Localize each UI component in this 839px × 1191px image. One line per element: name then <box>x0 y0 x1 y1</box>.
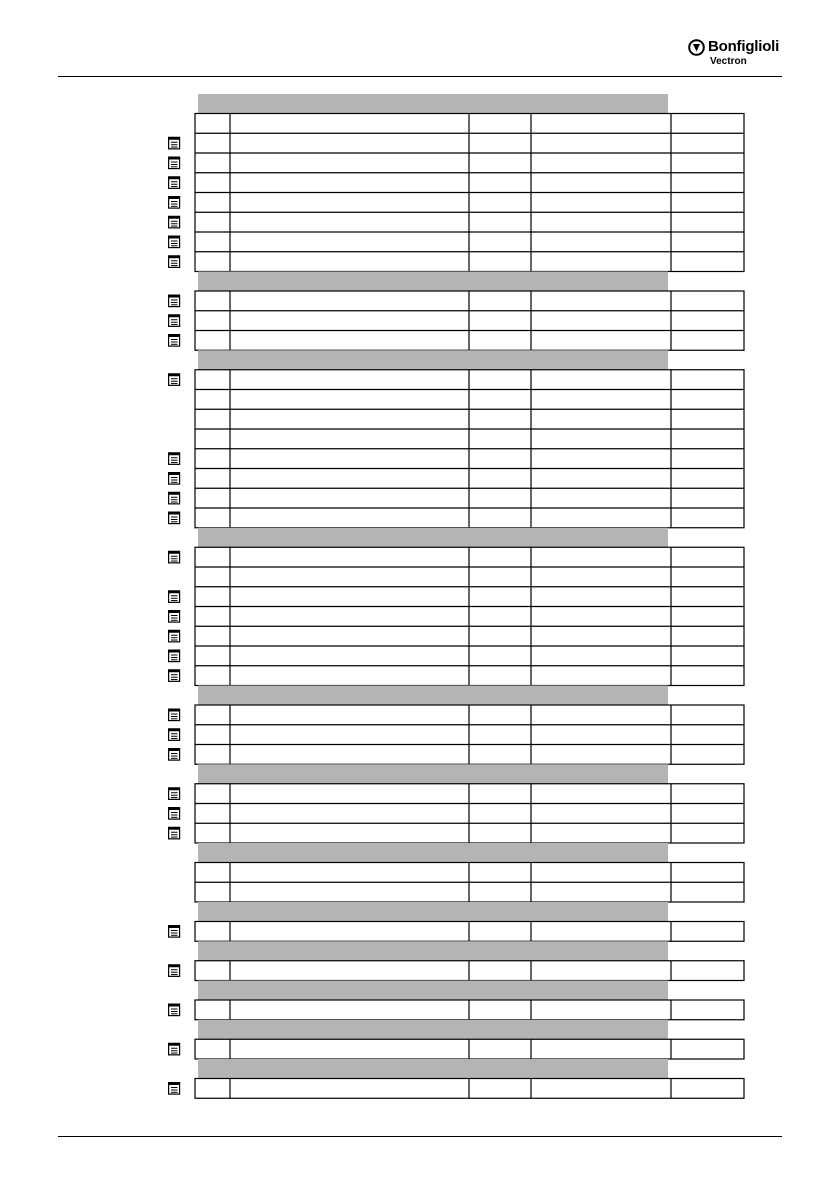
section-header-band <box>198 843 668 863</box>
parameter-table-section <box>195 863 744 903</box>
parameter-table-section <box>195 291 744 350</box>
parameter-card-icon <box>169 965 180 977</box>
parameter-card-icon <box>169 551 180 563</box>
parameter-card-icon <box>169 157 180 169</box>
parameter-card-icon <box>169 827 180 839</box>
parameter-table-section <box>195 784 744 843</box>
parameter-table-section <box>195 547 744 685</box>
parameter-card-icon <box>169 611 180 623</box>
parameter-card-icon <box>169 1043 180 1055</box>
parameter-card-icon <box>169 650 180 662</box>
parameter-card-icon <box>169 1004 180 1016</box>
section-header-band <box>198 686 668 706</box>
parameter-table-section <box>195 114 744 272</box>
footer-rule <box>58 1136 782 1137</box>
parameter-card-icon <box>169 926 180 938</box>
parameter-card-icon <box>169 808 180 820</box>
parameter-card-icon <box>169 256 180 268</box>
parameter-card-icon <box>169 709 180 721</box>
parameter-card-icon <box>169 137 180 149</box>
parameter-table-section <box>195 1039 744 1059</box>
parameter-card-icon <box>169 788 180 800</box>
section-header-band <box>198 1020 668 1040</box>
parameter-card-icon <box>169 591 180 603</box>
parameter-card-icon <box>169 473 180 485</box>
parameter-card-icon <box>169 630 180 642</box>
parameter-card-icon <box>169 512 180 524</box>
brand-name: Bonfiglioli <box>708 38 780 55</box>
parameter-card-icon <box>169 236 180 248</box>
parameter-table-section <box>195 1079 744 1099</box>
parameter-card-icon <box>169 729 180 741</box>
section-header-band <box>198 528 668 548</box>
section-header-band <box>198 941 668 961</box>
section-header-band <box>198 764 668 784</box>
parameter-card-icon <box>169 295 180 307</box>
section-header-band <box>198 1059 668 1079</box>
section-header-band <box>198 902 668 922</box>
parameter-table-section <box>195 370 744 528</box>
section-header-band <box>198 981 668 1001</box>
section-header-band <box>198 94 668 114</box>
parameter-card-icon <box>169 670 180 682</box>
section-header-band <box>198 350 668 370</box>
parameter-card-icon <box>169 453 180 465</box>
parameter-card-icon <box>169 374 180 386</box>
parameter-table-section <box>195 961 744 981</box>
parameter-card-icon <box>169 216 180 228</box>
parameter-card-icon <box>169 492 180 504</box>
parameter-table-section <box>195 705 744 764</box>
brand-subname: Vectron <box>710 56 747 67</box>
parameter-table-section <box>195 1000 744 1020</box>
section-header-band <box>198 272 668 292</box>
parameter-table-section <box>195 922 744 942</box>
parameter-card-icon <box>169 335 180 347</box>
parameter-card-icon <box>169 177 180 189</box>
parameter-card-icon <box>169 1083 180 1095</box>
parameter-card-icon <box>169 197 180 209</box>
parameter-card-icon <box>169 315 180 327</box>
parameter-card-icon <box>169 749 180 761</box>
